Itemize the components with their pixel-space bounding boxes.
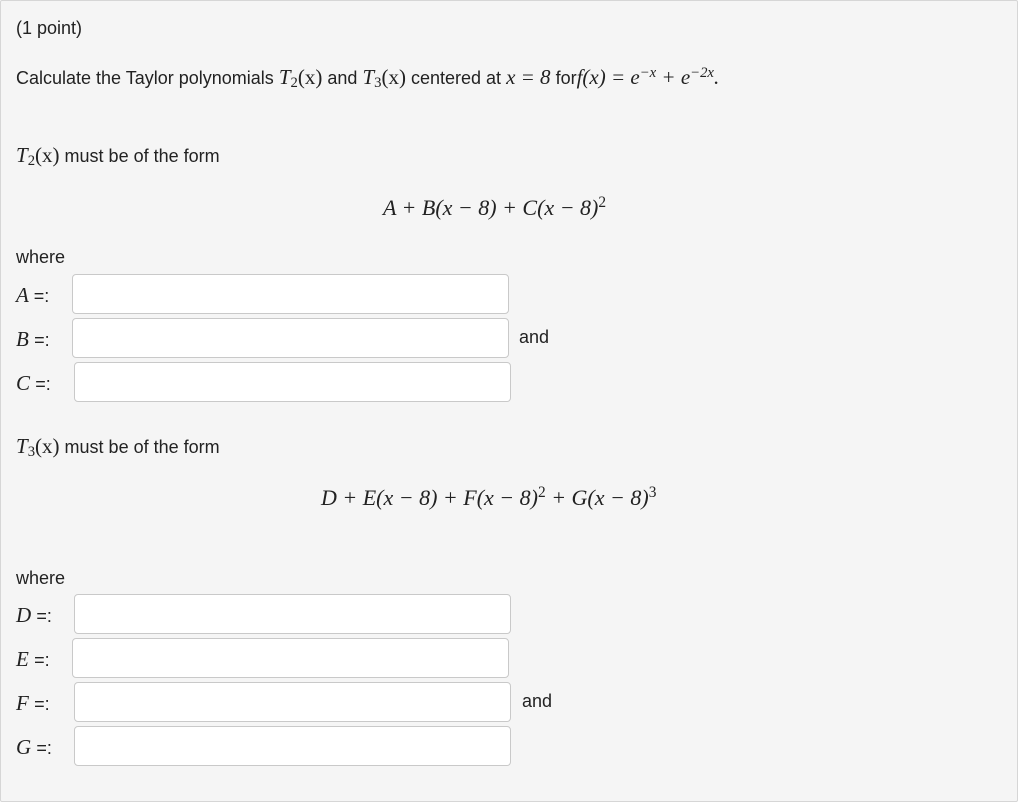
question-centered: centered at [410, 68, 502, 88]
t3-formula: $D + E(x - 8) + F(x - 8)^2 + G(x - 8)^3$ [321, 484, 657, 510]
label-f: F =: [16, 691, 50, 715]
label-a: A =: [16, 283, 50, 307]
and-label-2: and [522, 691, 553, 711]
where-label-1: where [16, 247, 66, 267]
points-label: (1 point) [16, 18, 83, 38]
input-f[interactable] [74, 682, 511, 722]
t2-formula: $A + B(x - 8) + C(x - 8)^2$ [383, 194, 607, 220]
t2-symbol: T2(x) [278, 65, 323, 92]
where-label-2: where [16, 568, 66, 588]
label-c: C =: [16, 371, 51, 395]
question-text [16, 65, 719, 90]
t2-form-intro: T2(x) must be of the form [16, 143, 220, 170]
label-b: B =: [16, 327, 50, 351]
question-for: for [555, 68, 577, 88]
input-a[interactable] [72, 274, 509, 314]
label-g: G =: [16, 735, 52, 759]
t3-form-intro: T3(x) must be of the form [16, 434, 220, 461]
input-e[interactable] [72, 638, 509, 678]
label-e: E =: [16, 647, 50, 671]
and-label-1: and [519, 327, 550, 347]
t3-symbol: T3(x) [362, 65, 406, 92]
input-g[interactable] [74, 726, 511, 766]
label-d: D =: [16, 603, 52, 627]
center-point: x = 8 [506, 65, 551, 89]
question-prefix: Calculate the Taylor polynomials [16, 68, 274, 88]
input-c[interactable] [74, 362, 511, 402]
input-b[interactable] [72, 318, 509, 358]
input-d[interactable] [74, 594, 511, 634]
function-expression: $f(x) = e^{-x} + e^{-2x}$. [576, 64, 720, 89]
question-and: and [327, 68, 358, 88]
